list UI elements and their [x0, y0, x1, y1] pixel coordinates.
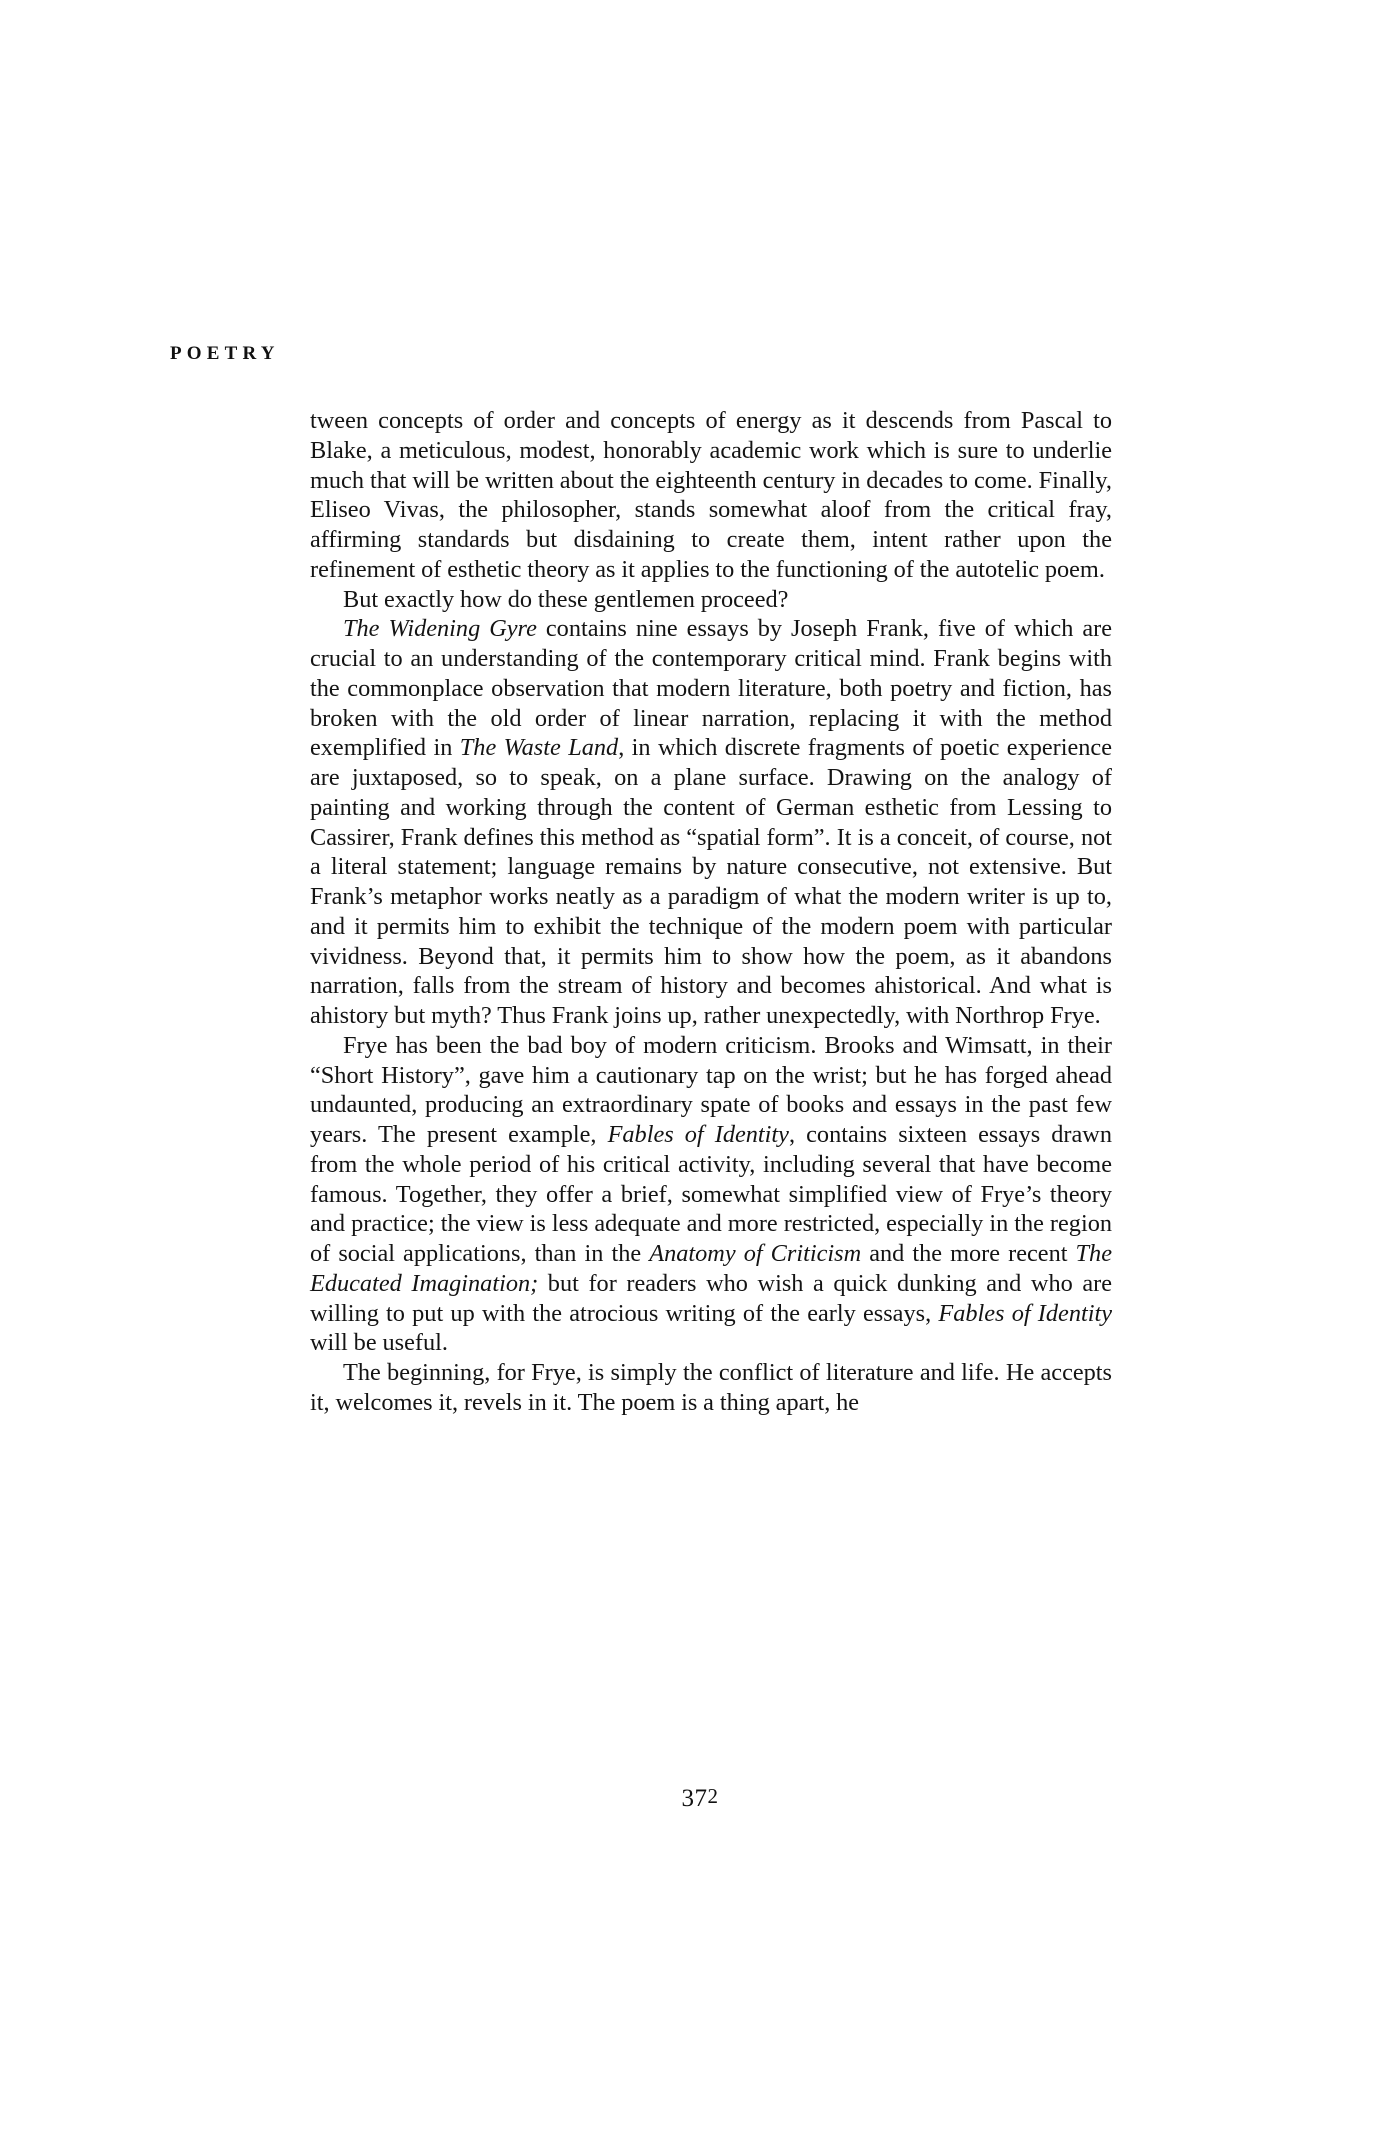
- paragraph: [310, 406, 1112, 585]
- text-run: But exactly how do these gentlemen proceed?: [343, 585, 789, 613]
- paragraph: [310, 585, 1112, 615]
- paragraph: [310, 614, 1112, 1031]
- italic-title-run: Fables of Identity: [938, 1299, 1113, 1327]
- italic-title-run: The Waste Land: [459, 734, 619, 762]
- paragraph: [310, 1358, 1112, 1418]
- text-run: , contains sixteen essays drawn from the whole period of his critical activity, including several that have become famous. Together, they offer a brief, somewhat simplified view of Frye’s theory and practice; the view is less adequate and more restricted, especially in the region of social applications, than in the: [310, 1121, 1112, 1267]
- text-run: tween concepts of order and concepts of energy as it descends from Pascal to Blake, a meticulous, modest, honorably academic work which is sure to underlie much that will be written about the eighteenth century in decades to come. Finally, Eliseo Vivas, the philosopher, stands somewhat aloof from the critical fray, affirming standards but disdaining to create them, intent rather upon the refinement of esthetic theory as it applies to the functioning of the autotelic poem.: [310, 407, 1112, 583]
- folio-digits-leading: 37: [681, 1785, 708, 1812]
- text-run: The beginning, for Frye, is simply the conflict of literature and life. He accepts it, welcomes it, revels in it. The poem is a thing apart, he: [310, 1359, 1112, 1416]
- text-run: and the more recent: [861, 1240, 1076, 1267]
- italic-title-run: Anatomy of Criticism: [649, 1240, 862, 1267]
- text-run: but for readers who wish a quick dunking and who are willing to put up with the atrocious writing of the early essays,: [310, 1269, 1112, 1327]
- folio-digit-last: 2: [707, 1784, 719, 1808]
- italic-title-run: The Widening Gyre: [343, 615, 537, 643]
- running-head: POETRY: [170, 343, 280, 364]
- body-text-column: [310, 406, 1112, 1418]
- text-run: contains nine essays by Joseph Frank, five of which are crucial to an understanding of the contemporary critical mind. Frank begins with the commonplace observation that modern literature, both poetry and fiction, has broken with the old order of linear narration, replacing it with the method exemplified in: [310, 615, 1113, 762]
- text-run: Frye has been the bad boy of modern criticism. Brooks and Wimsatt, in their “Short History”, gave him a cautionary tap on the wrist; but he has forged ahead undaunted, producing an extraordinary spate of books and essays in the past few years. The present example,: [310, 1031, 1112, 1148]
- text-run: , in which discrete fragments of poetic experience are juxtaposed, so to speak, on a plane surface. Drawing on the analogy of painting and working through the content of German esthetic from Lessing to Cassirer, Frank defines this method as “spatial form”. It is a conceit, of course, not a literal statement; language remains by nature consecutive, not extensive. But Frank’s metaphor works neatly as a paradigm of what the modern writer is up to, and it permits him to exhibit the technique of the modern poem with particular vividness. Beyond that, it permits him to show how the poem, as it abandons narration, falls from the stream of history and becomes ahistorical. And what is ahistory but myth? Thus Frank joins up, rather unexpectedly, with Northrop Frye.: [310, 734, 1112, 1029]
- italic-title-run: The Educated Imagination;: [310, 1240, 1112, 1297]
- italic-title-run: Fables of Identity: [607, 1121, 789, 1148]
- paragraph: [310, 1031, 1112, 1358]
- text-run: will be useful.: [310, 1329, 448, 1357]
- page-number: [0, 1786, 1400, 1811]
